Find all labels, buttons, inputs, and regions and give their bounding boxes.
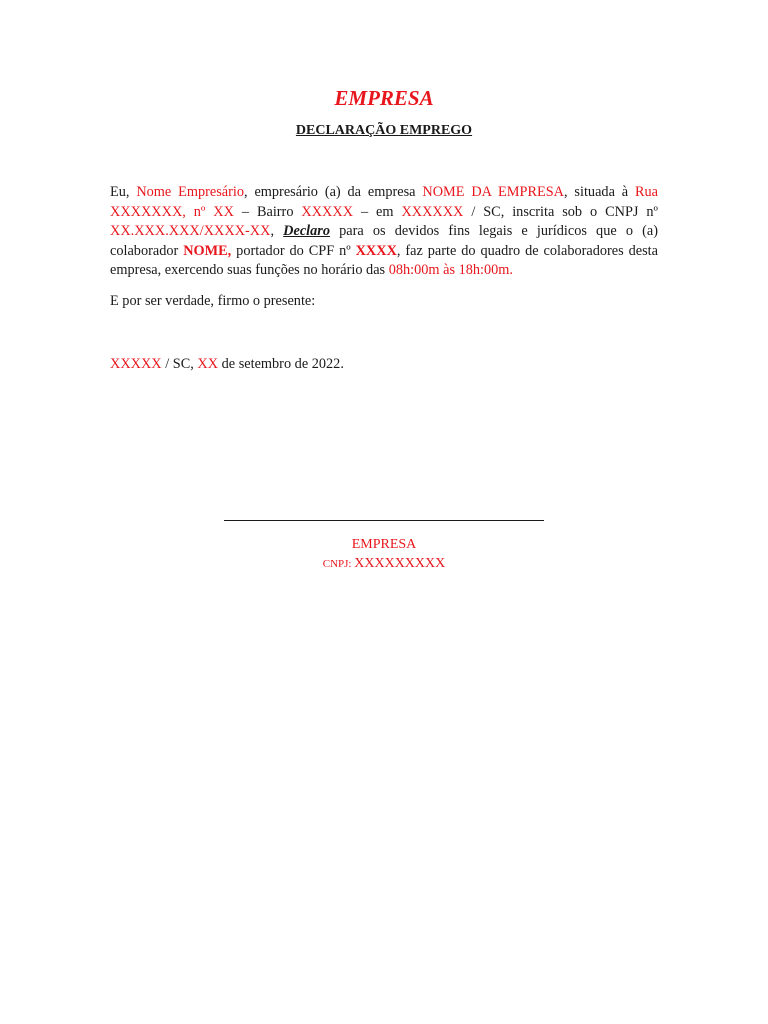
- street-placeholder: Rua XXXXXXX, nº XX: [110, 184, 658, 220]
- text-segment: , situada à: [563, 184, 635, 200]
- place-date-line: [110, 356, 658, 373]
- declaro-emphasis: Declaro: [283, 223, 331, 239]
- signature-line: [224, 520, 544, 521]
- cnpj-value: XXXXXXXXX: [354, 556, 446, 571]
- signature-cnpj: [0, 556, 768, 572]
- subtitle-text: DECLARAÇÃO EMPREGO: [295, 123, 473, 138]
- text-segment: , empresário (a) da empresa: [244, 184, 423, 200]
- signature-company-name: EMPRESA: [351, 537, 417, 552]
- cnpj-placeholder: XX.XXX.XXX/XXXX-XX: [110, 223, 271, 239]
- declaration-paragraph: [110, 183, 658, 281]
- day-placeholder: XX: [197, 356, 219, 372]
- text-segment: / SC, inscrita sob o CNPJ nº: [463, 203, 658, 220]
- cpf-placeholder: XXXX: [355, 242, 397, 259]
- text-segment: , faz parte do quadro de colaboradores desta empresa, exercendo suas funções no horário das: [110, 242, 658, 278]
- cnpj-label: CNPJ:: [322, 558, 355, 570]
- hours-placeholder: 08h:00m às 18h:00m.: [388, 262, 513, 278]
- owner-name-placeholder: Nome Empresário: [136, 184, 245, 200]
- text-segment: de setembro de 2022.: [218, 356, 344, 372]
- text-segment: ,: [270, 223, 284, 239]
- city-placeholder: XXXXXX: [401, 203, 464, 220]
- text-segment: – em: [353, 203, 402, 220]
- company-name-placeholder: NOME DA EMPRESA: [422, 184, 564, 200]
- closing-statement: E por ser verdade, firmo o presente:: [110, 293, 316, 309]
- place-city-placeholder: XXXXX: [110, 356, 162, 372]
- text-segment: portador do CPF nº: [231, 242, 356, 259]
- text-segment: / SC,: [161, 356, 198, 372]
- text-segment: – Bairro: [233, 203, 302, 220]
- employee-name-placeholder: NOME,: [183, 242, 232, 259]
- company-title: EMPRESA: [334, 86, 434, 110]
- neighborhood-placeholder: XXXXX: [301, 203, 354, 220]
- document-subtitle: [0, 123, 768, 139]
- text-segment: para os devidos fins legais e jurídicos que o (a) colaborador: [110, 223, 658, 259]
- text-segment: Eu,: [110, 184, 137, 200]
